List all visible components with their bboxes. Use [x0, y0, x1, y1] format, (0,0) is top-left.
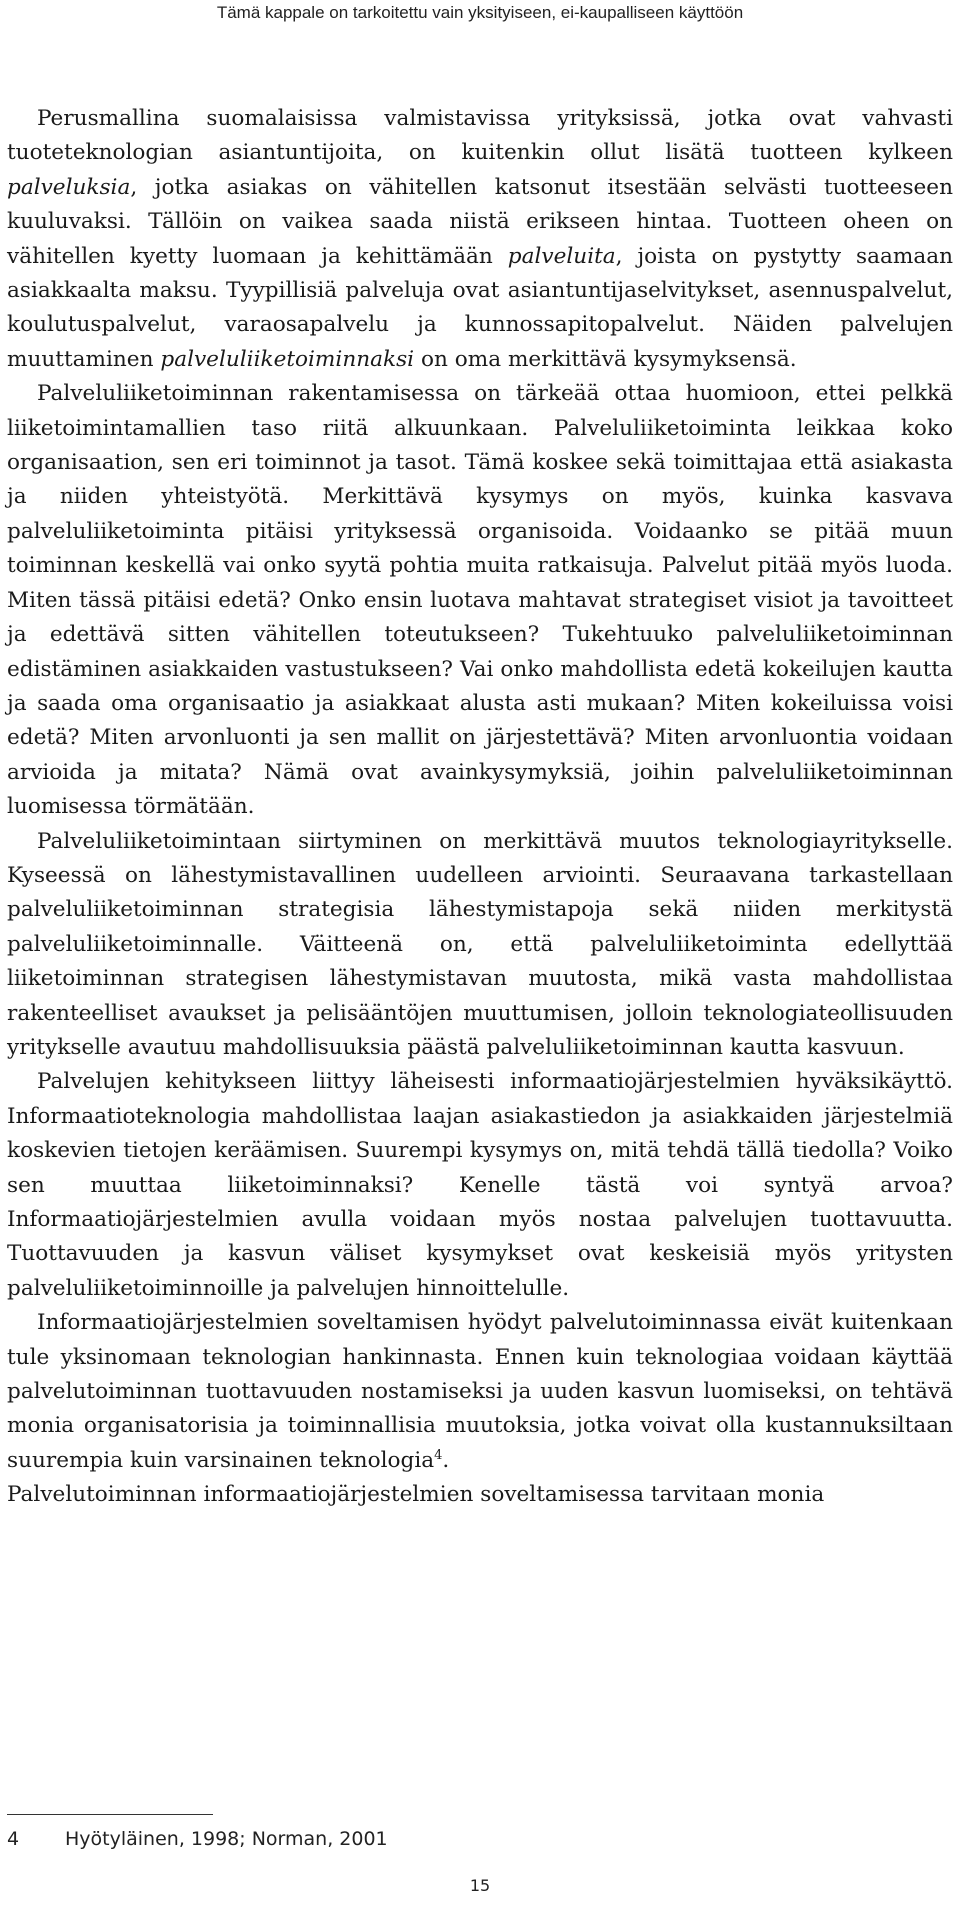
usage-notice: Tämä kappale on tarkoitettu vain yksityiseen, ei-kaupalliseen käyttöön: [216, 3, 744, 22]
paragraph-6: Palvelutoiminnan informaatiojärjestelmien soveltamisessa tarvitaan monia: [7, 1482, 825, 1508]
paragraph-4: Palvelujen kehitykseen liittyy läheisesti informaatiojärjestelmien hyväksikäyttö. Informaatioteknologia mahdollistaa laajan asiakastiedon ja asiakkaiden järjestelmiä koskevien tietojen keräämisen. Suurempi kysymys on, mitä tehdä tällä tiedolla? Voiko sen muuttaa liiketoiminnaksi? Kenelle tästä voi syntyä arvoa? Informaatiojärjestelmien avulla voidaan myös nostaa palvelujen tuottavuutta. Tuottavuuden ja kasvun väliset kysymykset ovat keskeisiä myös yritysten palveluliiketoiminnoille ja palvelujen hinnoittelulle.: [7, 1069, 953, 1301]
paragraph-1-text-c: , joista on pystytty saamaan asiakkaalta maksu. Tyypillisiä palveluja ovat asiantuntijaselvitykset, asennuspalvelut, koulutuspalvelut, varaosapalvelu ja kunnossapitopalvelut. Näiden palvelujen muuttaminen: [7, 243, 953, 372]
paragraph-3: Palveluliiketoimintaan siirtyminen on merkittävä muutos teknologiayritykselle. Kyseessä on lähestymistavallinen uudelleen arviointi. Seuraavana tarkastellaan palveluliiketoiminnan strategisia lähestymistapoja sekä niiden merkitystä palveluliiketoiminnalle. Väitteenä on, että palveluliiketoiminta edellyttää liiketoiminnan strategisen lähestymistavan muutosta, mikä vasta mahdollistaa rakenteelliset avaukset ja pelisääntöjen muuttumisen, jolloin teknologiateollisuuden yritykselle avautuu mahdollisuuksia päästä palveluliiketoiminnan kautta kasvuun.: [7, 828, 953, 1060]
footnote: [7, 1826, 388, 1852]
paragraph-1: [7, 102, 953, 377]
paragraph-2: Palveluliiketoiminnan rakentamisessa on tärkeää ottaa huomioon, ettei pelkkä liiketoimintamallien taso riitä alkuunkaan. Palveluliiketoiminta leikkaa koko organisaation, sen eri toiminnot ja tasot. Tämä koskee sekä toimittajaa että asiakasta ja niiden yhteistyötä. Merkittävä kysymys on myös, kuinka kasvava palveluliiketoiminta pitäisi yrityksessä organisoida. Voidaanko se pitää muun toiminnan keskellä vai onko syytä pohtia muita ratkaisuja. Palvelut pitää myös luoda. Miten tässä pitäisi edetä? Onko ensin luotava mahtavat strategiset visiot ja tavoitteet ja edettävä sitten vähitellen toteutukseen? Tukehtuuko palveluliiketoiminnan edistäminen asiakkaiden vastustukseen? Vai onko mahdollista edetä kokeilujen kautta ja saada oma organisaatio ja asiakkaat alusta asti mukaan? Miten kokeiluissa voisi edetä? Miten arvonluonti ja sen mallit on järjestettävä? Miten arvonluontia voidaan arvioida ja mitata? Nämä ovat avainkysymyksiä, joihin palveluliiketoiminnan luomisessa törmätään.: [7, 381, 953, 820]
paragraph-5-text: Informaatiojärjestelmien soveltamisen hyödyt palvelutoiminnassa eivät kuitenkaan tule yksinomaan teknologian hankinnasta. Ennen kuin teknologiaa voidaan käyttää palvelutoiminnan tuottavuuden nostamiseksi ja uuden kasvun luomiseksi, on tehtävä monia organisatorisia ja toiminnallisia muutoksia, jotka voivat olla kustannuksiltaan suurempia kuin varsinainen teknologia: [7, 1310, 953, 1473]
term-palveluksia: palveluksia: [7, 174, 131, 200]
footnote-reference[interactable]: 4: [434, 1447, 443, 1463]
paragraph-5-end: .: [442, 1447, 450, 1473]
paragraph-1-text-d: on oma merkittävä kysymyksensä.: [414, 346, 797, 372]
paragraph-1-text-a: Perusmallina suomalaisissa valmistavissa yrityksissä, jotka ovat vahvasti tuoteteknologian asiantuntijoita, on kuitenkin ollut lisätä tuotteen kylkeen: [7, 106, 953, 166]
paragraph-1-text-b: , jotka asiakas on vähitellen katsonut itsestään selvästi tuotteeseen kuuluvaksi. Tällöin on vaikea saada niistä erikseen hintaa. Tuotteen oheen on vähitellen kyetty luomaan ja kehittämään: [7, 174, 953, 269]
term-palveluita: palveluita: [507, 243, 616, 269]
page-number: 15: [469, 1876, 491, 1895]
body-text: [7, 102, 953, 1513]
term-palveluliiketoiminnaksi: palveluliiketoiminnaksi: [160, 346, 415, 372]
paragraph-5: [7, 1306, 953, 1478]
footnote-divider: [7, 1814, 213, 1815]
footnote-number: 4: [7, 1828, 20, 1850]
footnote-text: Hyötyläinen, 1998; Norman, 2001: [65, 1828, 388, 1850]
